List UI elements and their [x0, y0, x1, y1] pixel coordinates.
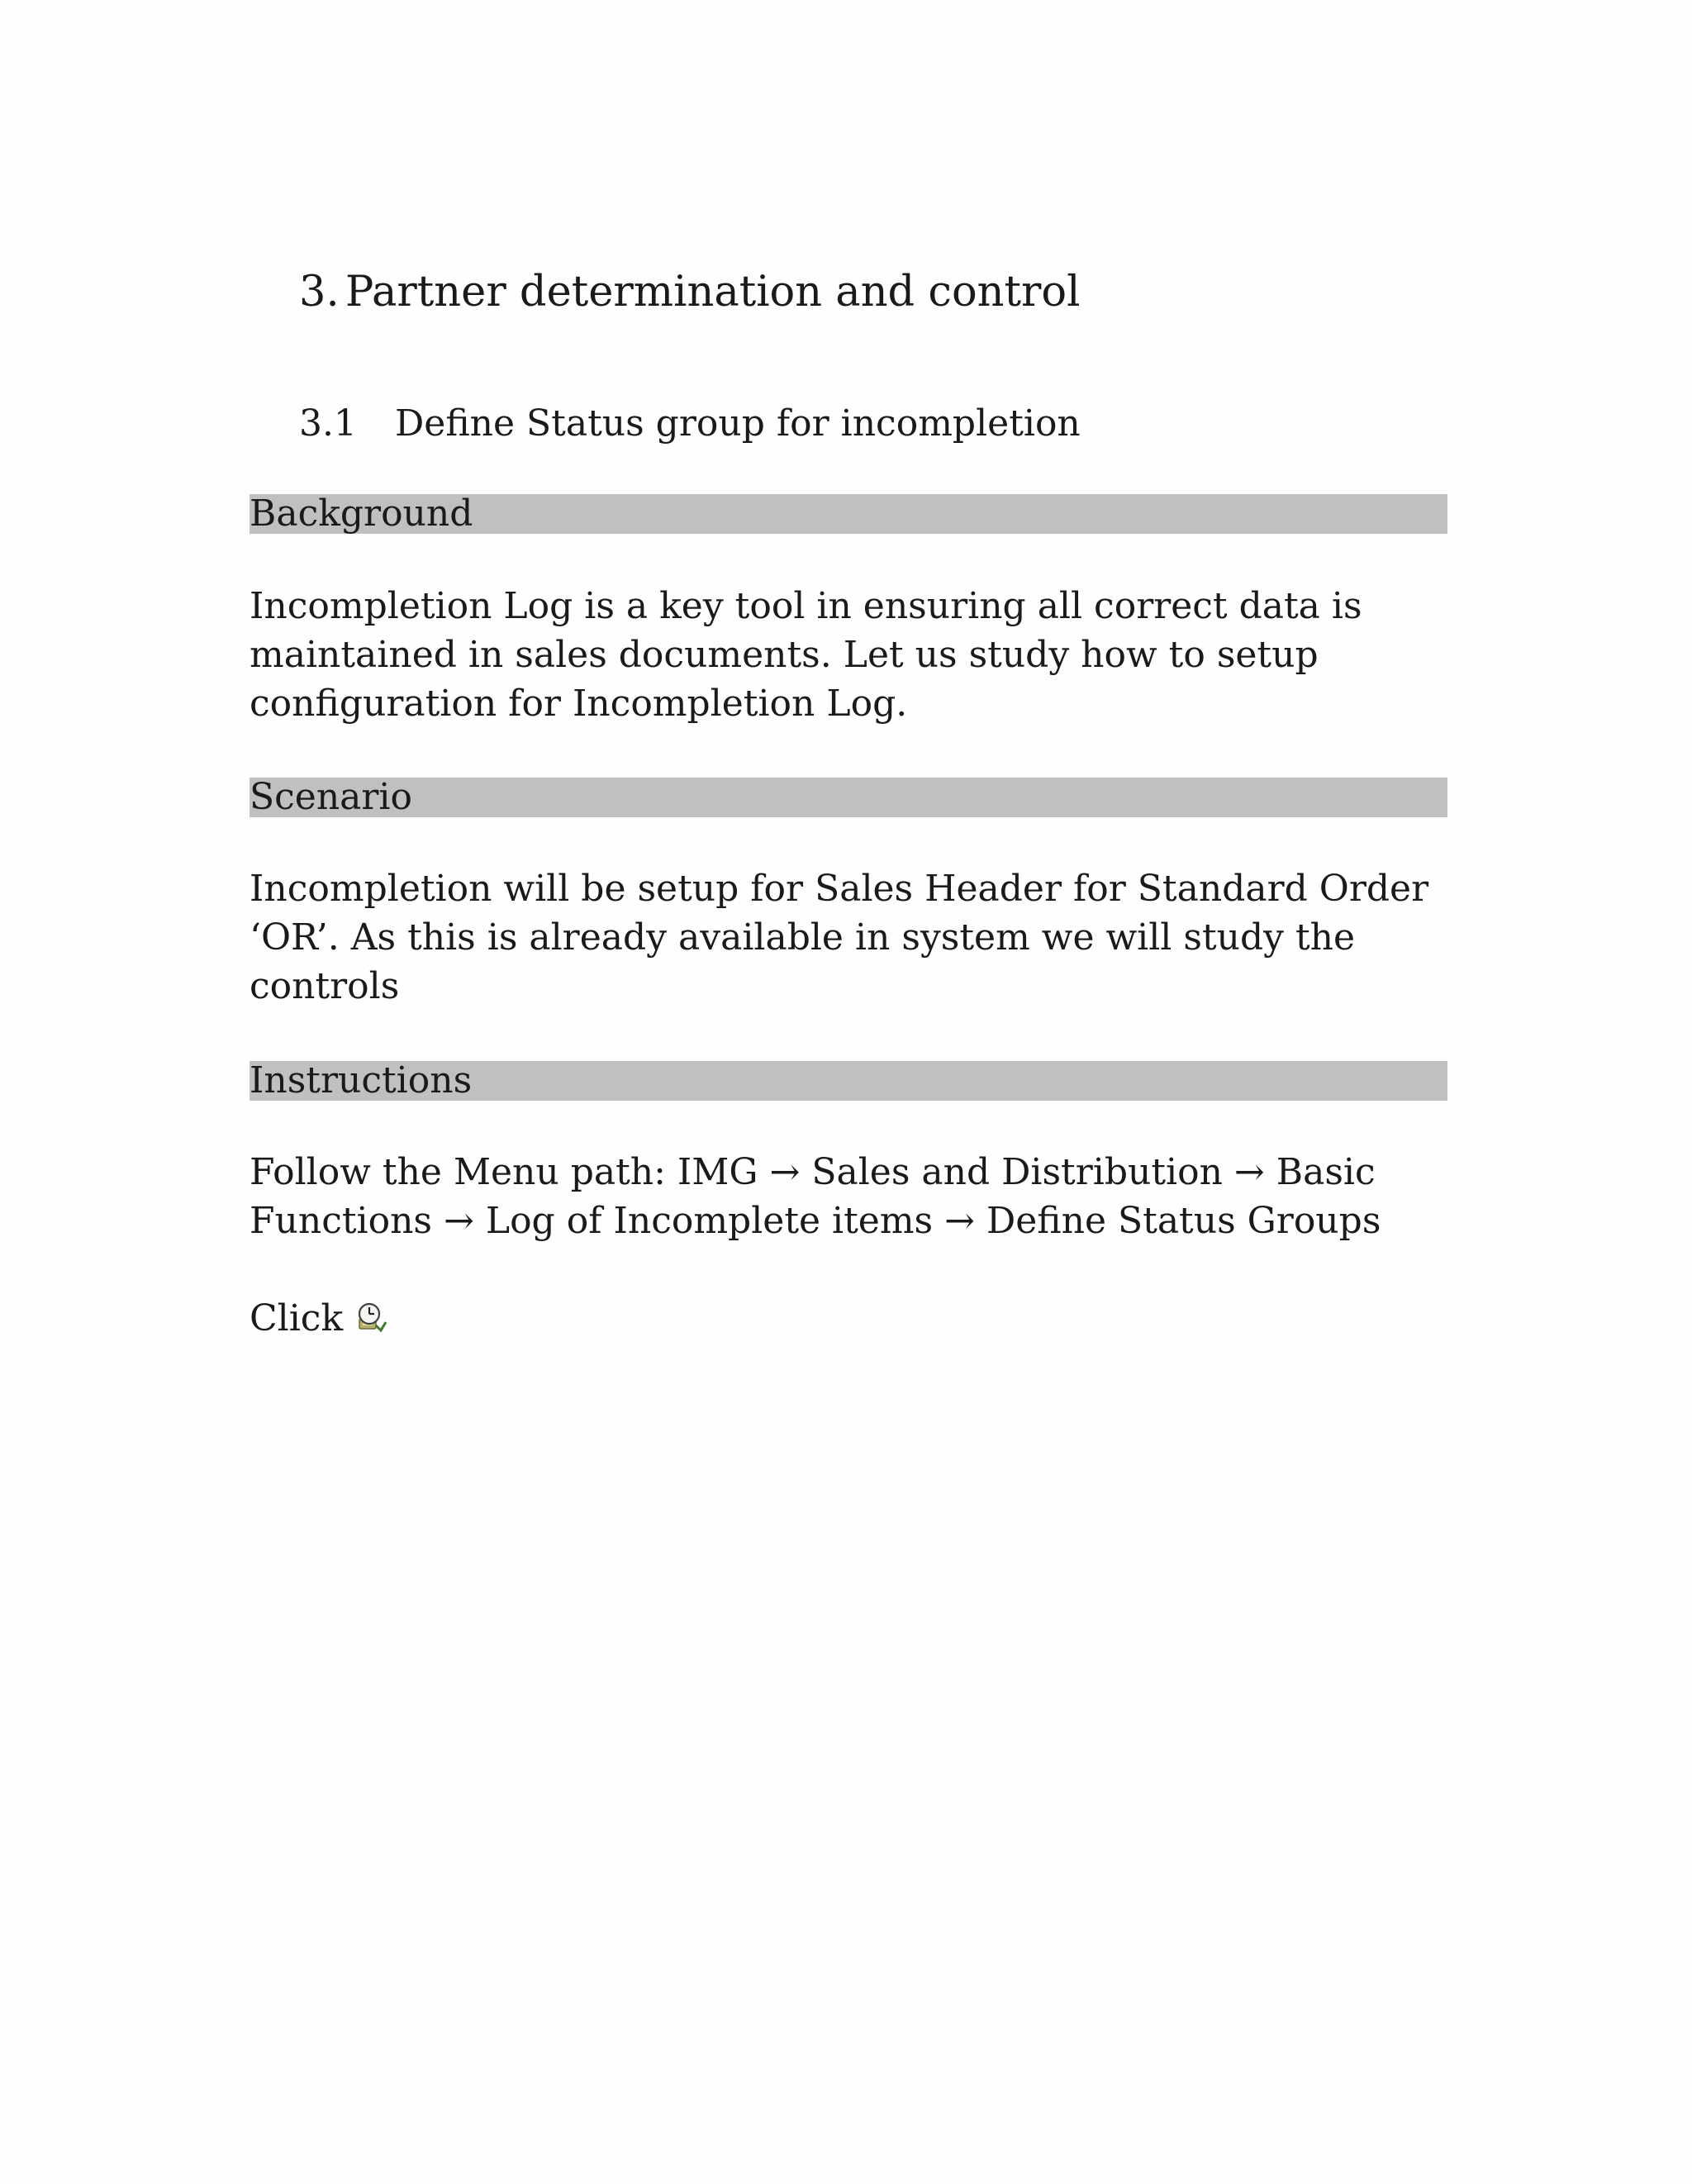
- paragraph-line: Follow the Menu path: IMG → Sales and Distribution → Basic: [250, 1151, 1376, 1193]
- instructions-paragraph: [250, 1148, 1464, 1245]
- paragraph-line: Incompletion will be setup for Sales Header for Standard Order: [250, 868, 1429, 910]
- background-band: Background: [250, 494, 1447, 534]
- subsection-title: Define Status group for incompletion: [395, 402, 1081, 445]
- section-title: Partner determination and control: [345, 268, 1081, 316]
- scenario-paragraph: [250, 864, 1464, 1011]
- paragraph-line: Functions → Log of Incomplete items → Define Status Groups: [250, 1200, 1381, 1242]
- subsection-heading: [299, 401, 1081, 447]
- paragraph-line: ‘OR’. As this is already available in system we will study the: [250, 916, 1356, 959]
- paragraph-line: configuration for Incompletion Log.: [250, 683, 908, 725]
- background-paragraph: [250, 582, 1464, 728]
- click-label: Click: [250, 1297, 344, 1339]
- click-instruction: [250, 1296, 387, 1342]
- new-entries-icon[interactable]: [354, 1299, 387, 1332]
- paragraph-line: controls: [250, 965, 400, 1007]
- subsection-number: 3.1: [299, 402, 357, 445]
- scenario-band: Scenario: [250, 778, 1447, 817]
- paragraph-line: maintained in sales documents. Let us study how to setup: [250, 634, 1319, 676]
- section-number: 3.: [299, 268, 340, 316]
- paragraph-line: Incompletion Log is a key tool in ensuring all correct data is: [250, 585, 1362, 627]
- section-heading: [299, 266, 1080, 319]
- instructions-band: Instructions: [250, 1061, 1447, 1101]
